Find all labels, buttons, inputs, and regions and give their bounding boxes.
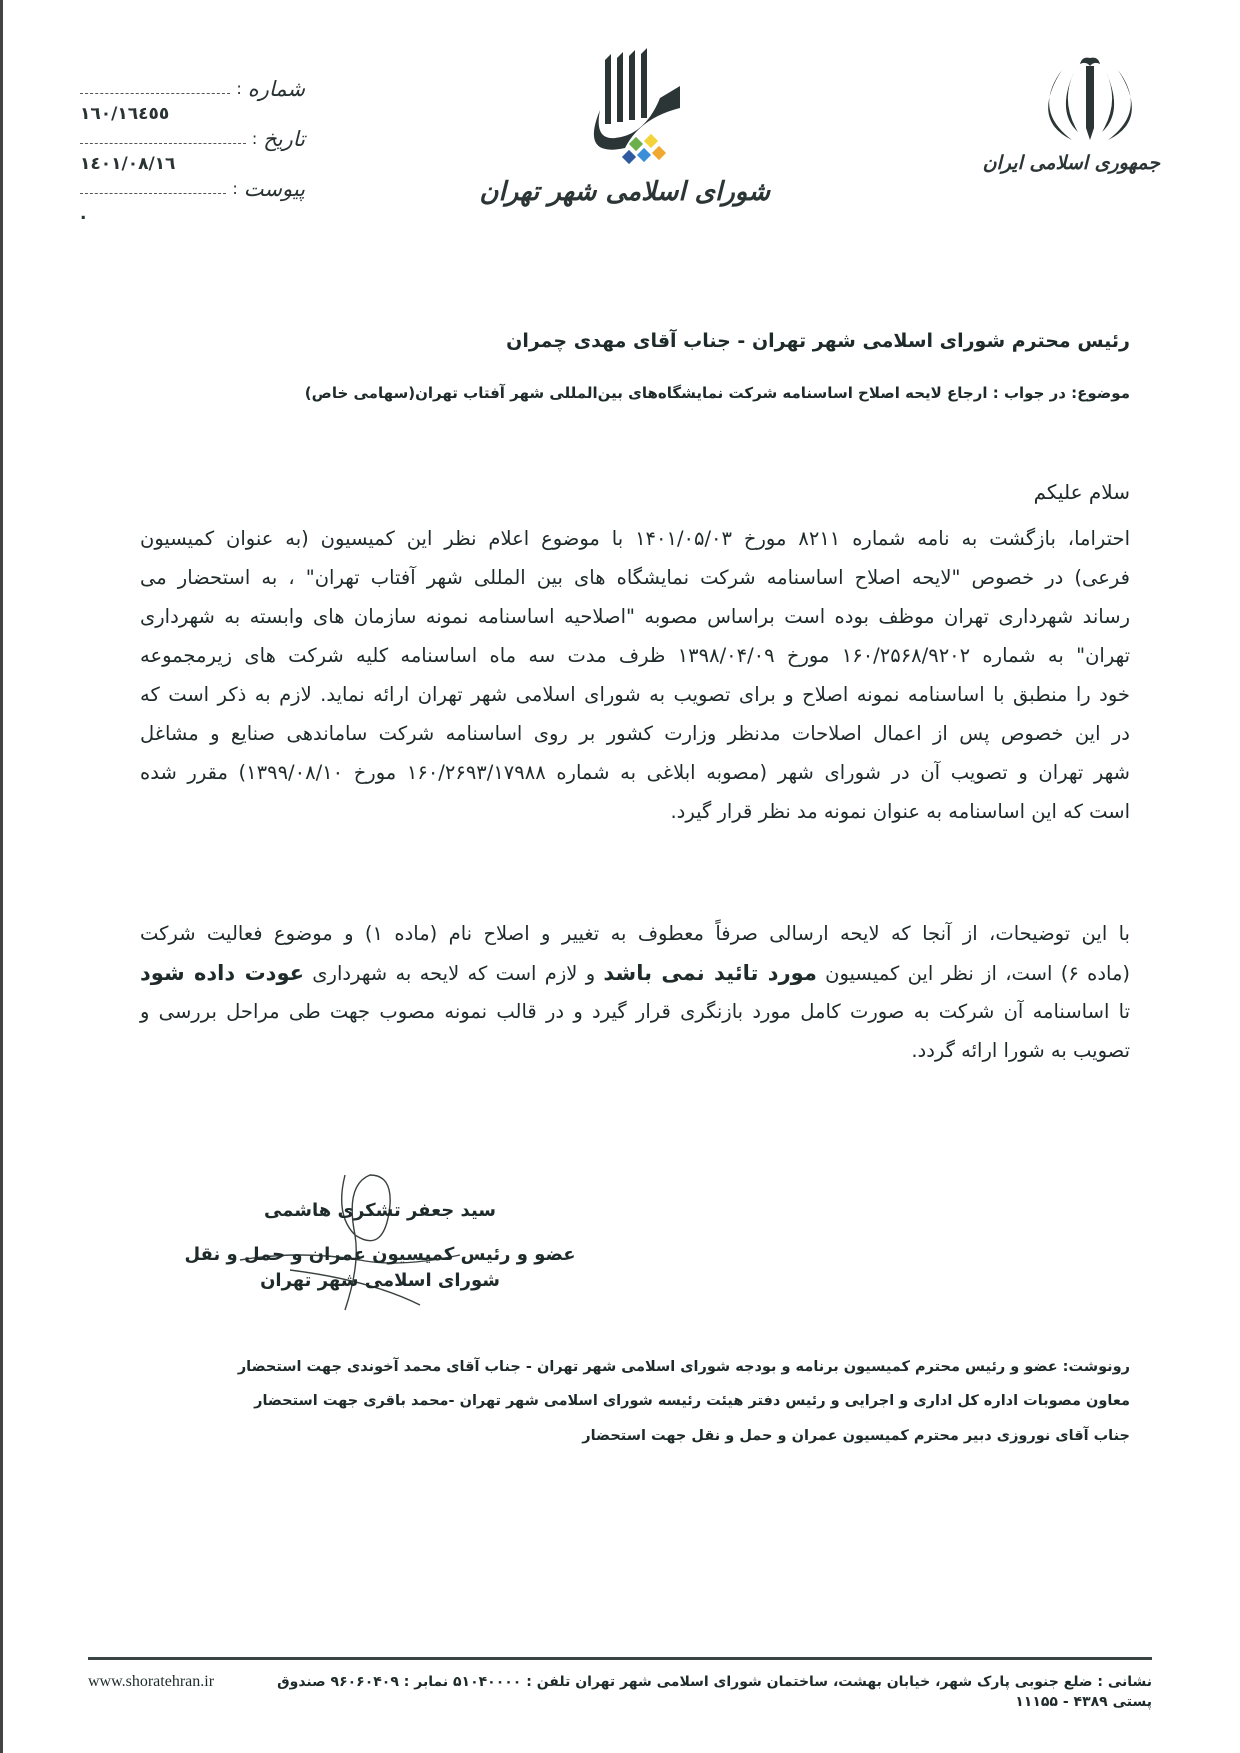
body-text: (ماده ۶) است، از نظر این کمیسیون (816, 962, 1130, 985)
body-line: شهر تهران و تصویب آن در شورای شهر (مصوبه ابلاغی به شماره ۱۶۰/۲۶۹۳/۱۷۹۸۸ مورخ ۱۳۹۹/۰۸/۱۰) مقرر شده (140, 761, 1131, 784)
emblem-caption: جمهوری اسلامی ایران (982, 152, 1160, 175)
meta-number-value: ١٦٠/١٦٤٥٥ (80, 104, 170, 124)
council-logo-caption: شورای اسلامی شهر تهران (479, 177, 770, 208)
signatory-title: عضو و رئیس کمیسیون عمران و حمل و نقل (184, 1244, 576, 1265)
meta-colon: : (236, 79, 242, 98)
iran-emblem (982, 50, 1160, 190)
meta-dash-line (80, 93, 230, 94)
body-line: فرعی) در خصوص "لایحه اصلاح اساسنامه شرکت نمایشگاه های بین المللی شهر آفتاب تهران" ، به استحضار می (140, 566, 1130, 589)
meta-dash-line (80, 143, 246, 144)
body-line: با این توضیحات، از آنجا که لایحه ارسالی صرفاً معطوف به تغییر و اصلاح نام (ماده ۱) و موضوع فعالیت شرکت (140, 922, 1130, 945)
body-line: است که این اساسنامه به عنوان نمونه مد نظر قرار گیرد. (670, 800, 1130, 823)
emphasis-return: عودت داده شود (140, 961, 304, 985)
meta-number-label: شماره (247, 77, 305, 101)
subject: موضوع: در جواب : ارجاع لایحه اصلاح اساسنامه شرکت نمایشگاه‌های بین‌المللی شهر آفتاب تهران(سهامی خاص) (304, 384, 1130, 402)
cc-line: جناب آقای نوروزی دبیر محترم کمیسیون عمران و حمل و نقل جهت استحضار (582, 1428, 1130, 1444)
addressee: رئیس محترم شورای اسلامی شهر تهران - جناب آقای مهدی چمران (506, 330, 1130, 352)
body-line: خود را منطبق با اساسنامه نمونه اصلاح و برای تصویب به شورای اسلامی شهر تهران ارائه نماید. لازم به ذکر است که (140, 683, 1130, 706)
body-line (140, 960, 1130, 987)
meta-attachment (80, 176, 305, 202)
meta-attachment-label: پیوست (243, 177, 305, 201)
body-line: تا اساسنامه آن شرکت به صورت کامل مورد بازنگری قرار گیرد و در قالب نمونه مصوب جهت طی مراحل بررسی و (140, 1000, 1130, 1023)
body-line: رساند شهرداری تهران موظف بوده است براساس مصوبه "اصلاحیه اساسنامه نمونه سازمان های وابسته به شهرداری (140, 605, 1130, 628)
body-line: در این خصوص پس از اعمال اصلاحات مدنظر وزارت کشور بر روی اساسنامه شرکت ساماندهی صنایع و مشاغل (140, 722, 1130, 745)
cc-line: رونوشت: عضو و رئیس محترم کمیسیون برنامه و بودجه شورای اسلامی شهر تهران - جناب آقای محمد آخوندی جهت استحضار (237, 1359, 1130, 1375)
body-text: و لازم است که لایحه به شهرداری (303, 962, 604, 985)
council-logo-icon (500, 40, 770, 170)
council-logo (479, 40, 770, 240)
meta-date-value: ١٤٠١/٠٨/١٦ (80, 154, 176, 174)
footer-divider (88, 1657, 1152, 1660)
iran-emblem-icon (1020, 50, 1160, 145)
body-line: تهران" به شماره ۱۶۰/۲۵۶۸/۹۲۰۲ مورخ ۱۳۹۸/۰۴/۰۹ ظرف مدت سه ماه اساسنامه کلیه شرکت های زیرمجموعه (140, 644, 1131, 667)
emphasis-not-approved: مورد تائید نمی باشد (603, 961, 817, 985)
footer-address: نشانی : ضلع جنوبی پارک شهر، خیابان بهشت، ساختمان شورای اسلامی شهر تهران تلفن : ۵۱۰۴۰۰۰۰ نمابر : ۹۶۰۶۰۴۰۹ صندوق پستی ۴۳۸۹ - ۱۱۱۵۵ (277, 1674, 1152, 1710)
meta-attachment-value: . (80, 204, 88, 224)
meta-colon: : (232, 179, 238, 198)
meta-number (80, 76, 305, 102)
meta-date (80, 126, 305, 152)
meta-colon: : (251, 129, 258, 148)
body-line: احتراما، بازگشت به نامه شماره ۸۲۱۱ مورخ ۱۴۰۱/۰۵/۰۳ با موضوع اعلام نظر این کمیسیون (به عنوان کمیسیون (140, 527, 1131, 550)
meta-dash-line (80, 193, 226, 194)
meta-date-label: تاریخ (263, 127, 305, 151)
footer-website[interactable]: www.shoratehran.ir (88, 1673, 215, 1690)
greeting: سلام علیکم (1033, 480, 1130, 504)
scan-left-edge (0, 0, 3, 1753)
signature-block (180, 1170, 580, 1320)
signatory-council: شورای اسلامی شهر تهران (260, 1270, 500, 1291)
cc-line: معاون مصوبات اداره کل اداری و اجرایی و رئیس دفتر هیئت رئیسه شورای اسلامی شهر تهران -محمد باقری جهت استحضار (254, 1393, 1130, 1409)
body-line: تصویب به شورا ارائه گردد. (911, 1039, 1130, 1062)
signatory-name: سید جعفر تشکری هاشمی (264, 1200, 496, 1221)
